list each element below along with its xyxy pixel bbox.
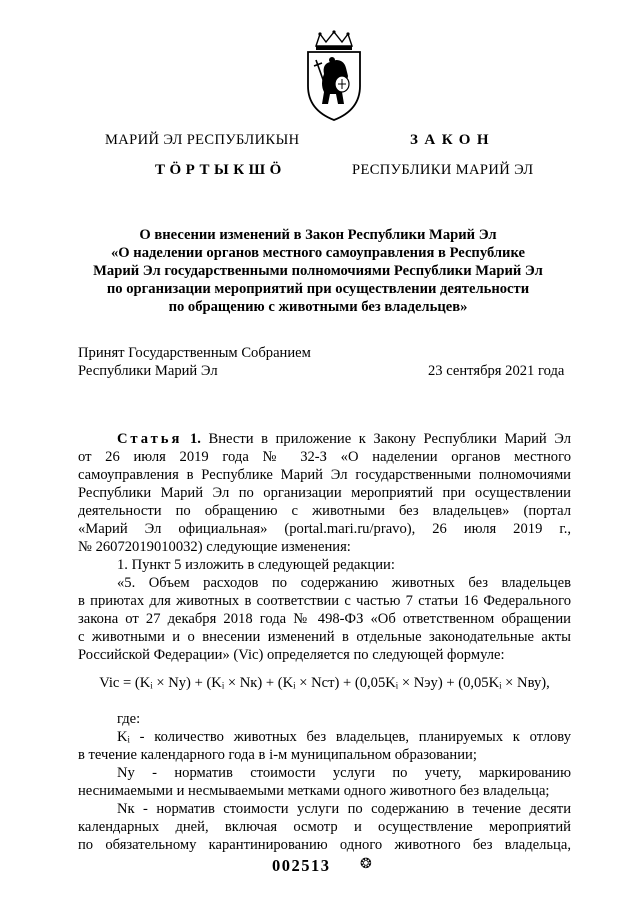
adoption-date: 23 сентября 2021 года <box>428 363 565 379</box>
header-left-top: МАРИЙ ЭЛ РЕСПУБЛИКЫН <box>105 132 300 148</box>
definition-nk-cont: календарных дней, включая осмотр и осуществление мероприятий <box>78 819 571 835</box>
article-line: «Марий Эл официальная» (portal.mari.ru/pravo), 26 июля 2019 г., <box>78 521 571 537</box>
article-number: 1. <box>189 431 201 447</box>
definition-nk: Nк - норматив стоимости услуги по содержанию в течение десяти <box>117 801 571 817</box>
formula: Viс = (Kᵢ × Nу) + (Kᵢ × Nк) + (Kᵢ × Nст) + (0,05Kᵢ × Nэу) + (0,05Kᵢ × Nву), <box>99 675 550 691</box>
coat-of-arms-icon <box>302 30 366 122</box>
para5-line: закона от 27 декабря 2018 года № 498-ФЗ «Об ответственном обращении <box>78 611 571 627</box>
law-title <box>70 226 566 316</box>
header-left-bottom: ТӦРТЫКШӦ <box>155 162 286 178</box>
item-1: 1. Пункт 5 изложить в следующей редакции: <box>117 557 395 573</box>
definition-ny: Nу - норматив стоимости услуги по учету, маркированию <box>117 765 571 781</box>
header-right-bottom: РЕСПУБЛИКИ МАРИЙ ЭЛ <box>352 162 534 178</box>
para5-line: в приютах для животных в соответствии с частью 7 статьи 16 Федерального <box>78 593 571 609</box>
article-1-first-line <box>117 430 571 448</box>
adoption-note <box>78 344 311 380</box>
definition-k: Kᵢ - количество животных без владельцев, планируемых к отлову <box>117 729 571 745</box>
para5-first-line: «5. Объем расходов по содержанию животных без владельцев <box>117 575 571 591</box>
title-line: О внесении изменений в Закон Республики Марий Эл <box>139 227 497 243</box>
adoption-line: Принят Государственным Собранием <box>78 345 311 361</box>
para5-line: Российской Федерации» (Viс) определяется по следующей формуле: <box>78 647 505 663</box>
article-heading: Статья <box>117 431 183 447</box>
article-line: деятельности по обращению с животными без владельцев» (портал <box>78 503 571 519</box>
definition-nk-cont: по обязательному карантинированию одного животного без владельца, <box>78 837 571 853</box>
article-line: самоуправления в Республике Марий Эл государственными полномочиями <box>78 467 571 483</box>
definition-ny-cont: неснимаемыми и несмываемыми метками одного животного без владельца; <box>78 783 550 799</box>
ornament-icon: ❂ <box>360 857 372 872</box>
para5-line: с животными и о внесении изменений в отдельные законодательные акты <box>78 629 571 645</box>
title-line: по обращению с животными без владельцев» <box>168 299 468 315</box>
title-line: по организации мероприятий при осуществлении деятельности <box>106 281 530 297</box>
title-line: Марий Эл государственными полномочиями Республики Марий Эл <box>93 263 543 279</box>
header-right-top: ЗАКОН <box>410 132 496 148</box>
where-label: где: <box>117 711 141 727</box>
definition-k-cont: в течение календарного года в i-м муниципальном образовании; <box>78 747 477 763</box>
title-line: «О наделении органов местного самоуправления в Республике <box>111 245 525 261</box>
document-number: 002513 <box>272 856 331 875</box>
article-text: Внести в приложение к Закону Республики Марий Эл <box>208 431 571 447</box>
article-line: Республики Марий Эл по организации мероприятий при осуществлении <box>78 485 571 501</box>
adoption-line: Республики Марий Эл <box>78 363 218 379</box>
article-line: от 26 июля 2019 года № 32-З «О наделении органов местного <box>78 449 571 465</box>
article-line: № 26072019010032) следующие изменения: <box>78 539 351 555</box>
